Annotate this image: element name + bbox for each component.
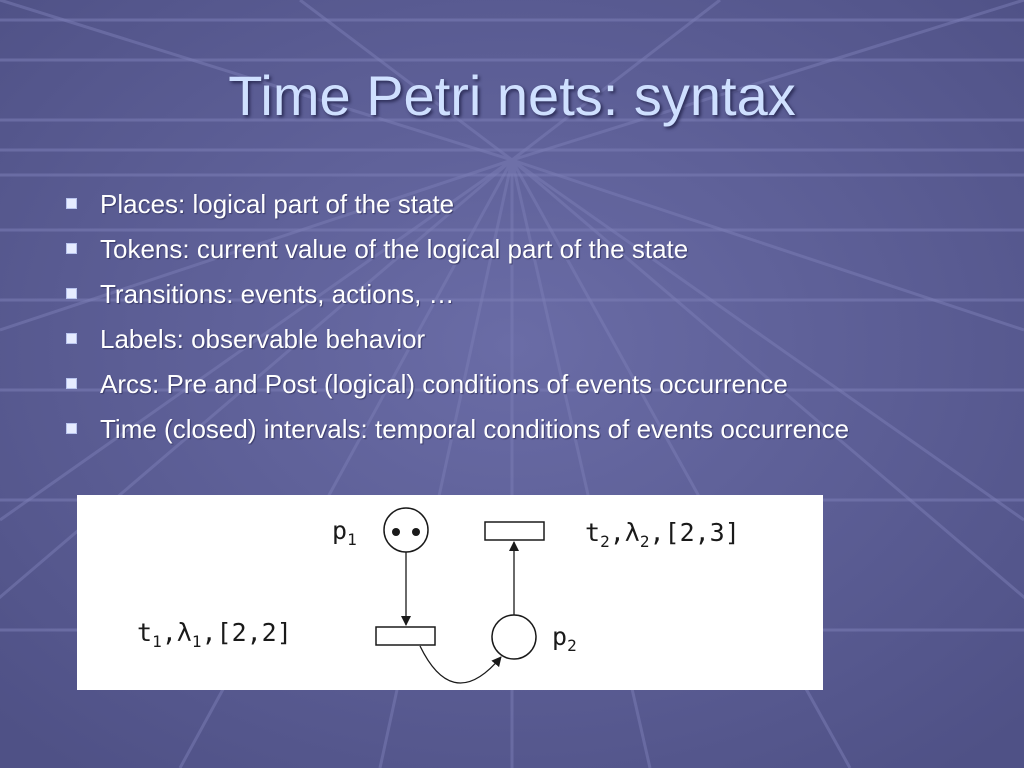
t2-label: λ — [624, 518, 640, 547]
bullet-item — [62, 321, 962, 357]
t1-interval: [2,2] — [216, 618, 292, 647]
place-p2-label — [552, 622, 577, 655]
bullet-item — [62, 411, 962, 447]
transition-t1-label — [137, 618, 292, 651]
place-p1-base: p — [332, 516, 348, 545]
place-p2 — [492, 615, 536, 659]
square-bullet-icon — [66, 198, 77, 209]
square-bullet-icon — [66, 243, 77, 254]
bullet-text: Time (closed) intervals: temporal conditions of events occurrence — [100, 414, 850, 444]
token — [412, 528, 420, 536]
t2-sep: , — [649, 518, 665, 547]
t1-label: λ — [176, 618, 192, 647]
place-p1-label — [332, 516, 357, 549]
t1-label-sub: 1 — [191, 632, 202, 651]
t1-sep: , — [161, 618, 177, 647]
bullet-text: Labels: observable behavior — [100, 324, 426, 354]
slide-title: Time Petri nets: syntax — [228, 64, 796, 127]
bullet-item — [62, 276, 962, 312]
bullet-item — [62, 186, 962, 222]
square-bullet-icon — [66, 423, 77, 434]
t2-name-sub: 2 — [600, 532, 610, 551]
t2-interval: [2,3] — [664, 518, 740, 547]
bullet-text: Places: logical part of the state — [100, 189, 455, 219]
place-p1 — [384, 508, 428, 552]
square-bullet-icon — [66, 333, 77, 344]
transition-t1 — [376, 627, 435, 645]
bullet-text: Arcs: Pre and Post (logical) conditions of events occurrence — [100, 369, 788, 399]
t1-name-sub: 1 — [152, 632, 162, 651]
token — [392, 528, 400, 536]
transition-t2-label — [585, 518, 740, 551]
t2-sep: , — [609, 518, 625, 547]
place-p2-base: p — [552, 622, 568, 651]
place-p1-sub: 1 — [347, 530, 357, 549]
bullet-text: Transitions: events, actions, … — [100, 279, 455, 309]
t2-label-sub: 2 — [639, 532, 650, 551]
square-bullet-icon — [66, 288, 77, 299]
bullet-item — [62, 366, 962, 402]
bullet-item — [62, 231, 962, 267]
petri-net-diagram — [77, 495, 823, 690]
t1-sep: , — [201, 618, 217, 647]
t2-name: t — [585, 518, 601, 547]
arc-t1-p2 — [420, 646, 501, 683]
bullet-list — [62, 186, 962, 456]
transition-t2 — [485, 522, 544, 540]
petri-net-svg — [77, 495, 823, 690]
square-bullet-icon — [66, 378, 77, 389]
t1-name: t — [137, 618, 153, 647]
place-p2-sub: 2 — [567, 636, 577, 655]
bullet-text: Tokens: current value of the logical part of the state — [100, 234, 689, 264]
